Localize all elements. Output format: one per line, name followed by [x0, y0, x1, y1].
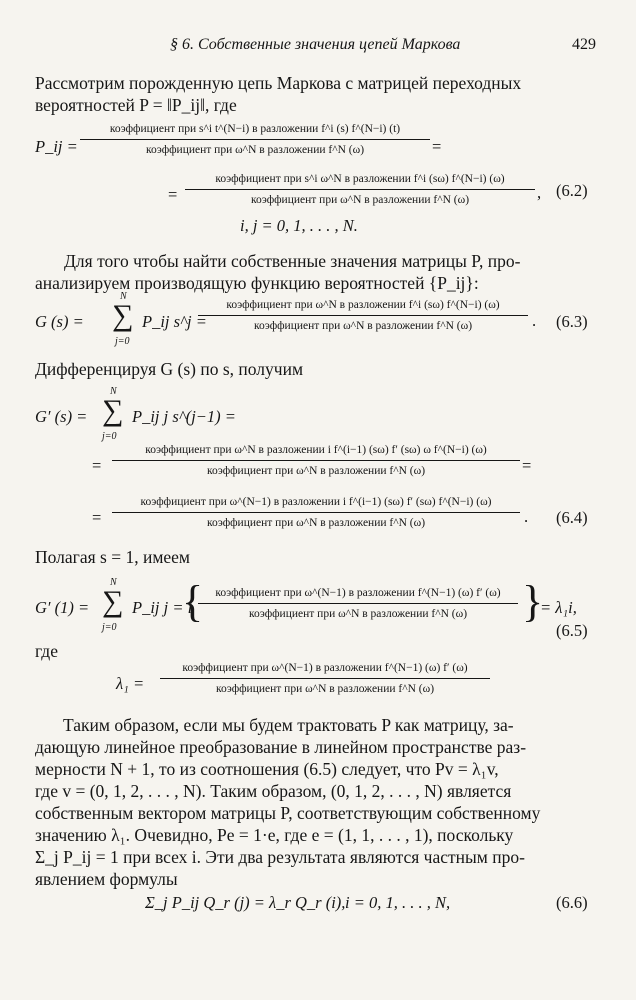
- fraction-denominator: коэффициент при ω^N в разложении f^N (ω): [206, 465, 426, 477]
- right-brace: }: [522, 577, 544, 626]
- sum-symbol: ∑: [102, 585, 124, 618]
- fraction-numerator: коэффициент при ω^(N−1) в разложении i f^(i−1) (sω) f′ (sω) f^(N−i) (ω): [140, 496, 492, 508]
- sum-lower-limit: j=0: [115, 336, 130, 347]
- eq-6-5-lhs: G′ (1) =: [35, 598, 90, 617]
- sum-lower-limit: j=0: [102, 431, 117, 442]
- comma: ,: [537, 183, 542, 202]
- fraction-numerator: коэффициент при ω^N в разложении i f^(i−1) (sω) f′ (sω) ω f^(N−i) (ω): [145, 444, 487, 456]
- eq-6-4-fraction-1: [112, 441, 520, 480]
- eq-6-6-range: i = 0, 1, . . . , N,: [345, 893, 451, 912]
- equals-sign: =: [92, 508, 102, 527]
- fraction-denominator: коэффициент при ω^N в разложении f^N (ω): [248, 608, 468, 620]
- period: .: [532, 311, 537, 330]
- text-line: значению λ₁. Очевидно, Pe = 1·e, где e = (1, 1, . . . , 1), поскольку: [35, 825, 514, 845]
- fraction-bar: [80, 139, 430, 140]
- eq-6-2-fraction-1: [80, 120, 430, 159]
- fraction-bar: [198, 603, 518, 604]
- text-line: Дифференцируя G (s) по s, получим: [35, 359, 304, 379]
- fraction-denominator: коэффициент при ω^N в разложении f^N (ω): [215, 683, 435, 695]
- fraction-denominator: коэффициент при ω^N в разложении f^N (ω): [253, 320, 473, 332]
- text-line: мерности N + 1, то из соотношения (6.5) следует, что Pv = λ₁v,: [35, 759, 499, 779]
- equals-sign: =: [522, 456, 532, 475]
- eq-6-3-lhs: G (s) =: [35, 312, 84, 331]
- text-line: Σ_j P_ij = 1 при всех i. Эти два результата являются частным про-: [35, 847, 525, 867]
- eq-6-5-fraction: [198, 584, 518, 623]
- equation-number-6-5: (6.5): [556, 621, 588, 640]
- fraction-numerator: коэффициент при ω^(N−1) в разложении f^(N−1) (ω) f′ (ω): [215, 587, 501, 599]
- text-line: явлением формулы: [35, 869, 178, 889]
- fraction-denominator: коэффициент при ω^N в разложении f^N (ω): [250, 194, 470, 206]
- sum-upper-limit: N: [120, 291, 127, 302]
- text-line: где v = (0, 1, 2, . . . , N). Таким образом, (0, 1, 2, . . . , N) является: [35, 781, 512, 801]
- eq-6-2-equals-2: =: [168, 185, 178, 204]
- eq-6-6-expr: Σ_j P_ij Q_r (j) = λ_r Q_r (i),: [145, 893, 346, 912]
- fraction-bar: [160, 678, 490, 679]
- eq-lambda-fraction: [160, 659, 490, 698]
- text-line: где: [35, 641, 58, 661]
- fraction-bar: [112, 512, 520, 513]
- eq-6-3-fraction: [198, 296, 528, 335]
- text-line: собственным вектором матрицы P, соответствующим собственному: [35, 803, 541, 823]
- text-line: Таким образом, если мы будем трактовать P как матрицу, за-: [63, 715, 514, 735]
- paragraph-5: [35, 640, 58, 662]
- equation-number-6-3: (6.3): [556, 312, 588, 331]
- text-line: Полагая s = 1, имеем: [35, 547, 191, 567]
- text-line: анализируем производящую функцию вероятностей {P_ij}:: [35, 273, 479, 293]
- period: .: [524, 507, 529, 526]
- paragraph-3: [35, 358, 303, 380]
- eq-6-3-summand: P_ij s^j =: [142, 312, 207, 331]
- fraction-numerator: коэффициент при s^i ω^N в разложении f^i (sω) f^(N−i) (ω): [215, 173, 505, 185]
- fraction-denominator: коэффициент при ω^N в разложении f^N (ω): [145, 144, 365, 156]
- eq-6-2-lhs: P_ij =: [35, 137, 78, 156]
- equation-number-6-4: (6.4): [556, 508, 588, 527]
- eq-6-2-fraction-2: [185, 170, 535, 209]
- running-header-title: § 6. Собственные значения цепей Маркова: [170, 36, 461, 53]
- text-line: Для того чтобы найти собственные значения матрицы P, про-: [64, 251, 521, 271]
- text-line: вероятностей P = ‖P_ij‖, где: [35, 95, 237, 115]
- eq-6-2-equals: =: [432, 137, 442, 156]
- left-brace: {: [182, 577, 204, 626]
- fraction-bar: [198, 315, 528, 316]
- fraction-bar: [112, 460, 520, 461]
- text-line: дающую линейное преобразование в линейном пространстве раз-: [35, 737, 527, 757]
- eq-6-4-summand: P_ij j s^(j−1) =: [132, 407, 236, 426]
- paragraph-4: [35, 546, 190, 568]
- sum-symbol: ∑: [102, 394, 124, 427]
- sum-lower-limit: j=0: [102, 622, 117, 633]
- intro-paragraph: [35, 72, 521, 116]
- eq-6-4-lhs: G′ (s) =: [35, 407, 88, 426]
- eq-6-5-rhs: = λ₁i,: [540, 598, 577, 617]
- page-number: 429: [572, 36, 596, 53]
- sum-symbol: ∑: [112, 299, 134, 332]
- fraction-denominator: коэффициент при ω^N в разложении f^N (ω): [206, 517, 426, 529]
- paragraph-2: [35, 250, 521, 294]
- fraction-numerator: коэффициент при ω^(N−1) в разложении f^(N−1) (ω) f′ (ω): [182, 662, 468, 674]
- eq-6-5-summand: P_ij j = i: [132, 598, 193, 617]
- fraction-numerator: коэффициент при s^i t^(N−i) в разложении f^i (s) f^(N−i) (t): [109, 123, 401, 135]
- sum-upper-limit: N: [110, 386, 117, 397]
- text-line: Рассмотрим порожденную цепь Маркова с матрицей переходных: [35, 73, 522, 93]
- eq-lambda-lhs: λ₁ =: [116, 674, 145, 693]
- paragraph-6: [35, 714, 540, 890]
- sum-upper-limit: N: [110, 577, 117, 588]
- fraction-bar: [185, 189, 535, 190]
- equation-number-6-6: (6.6): [556, 893, 588, 912]
- eq-6-4-fraction-2: [112, 493, 520, 532]
- fraction-numerator: коэффициент при ω^N в разложении f^i (sω) f^(N−i) (ω): [226, 299, 500, 311]
- equation-number-6-2: (6.2): [556, 181, 588, 200]
- equals-sign: =: [92, 456, 102, 475]
- eq-6-2-range: i, j = 0, 1, . . . , N.: [240, 216, 358, 235]
